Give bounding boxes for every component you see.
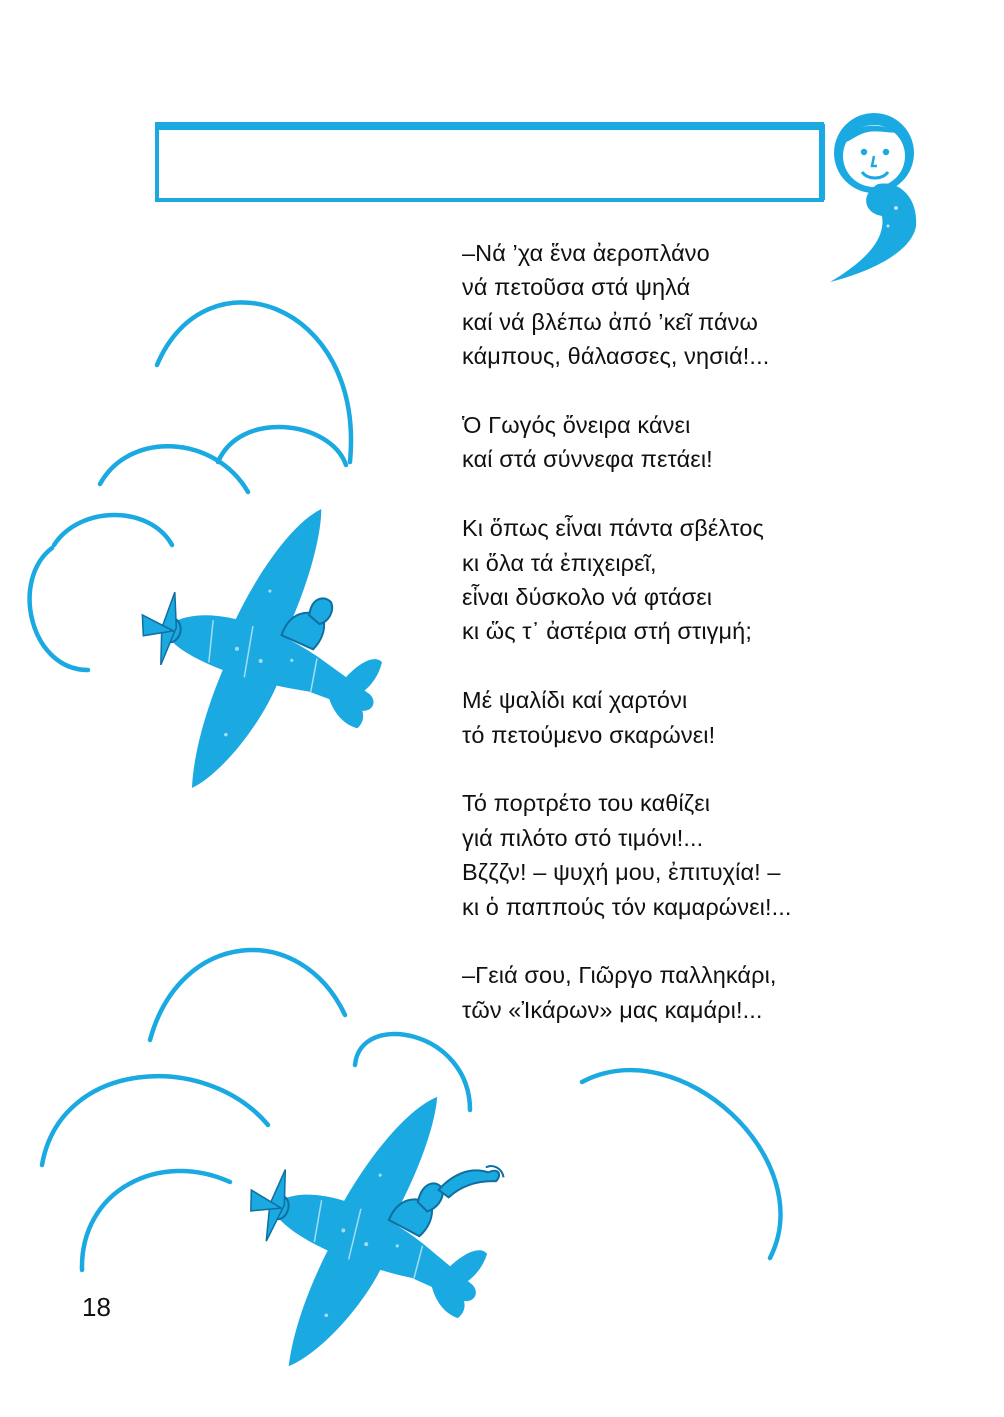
stanza xyxy=(462,511,902,649)
stanza xyxy=(462,683,902,752)
poem-line: Βζζζν! – ψυχή μου, ἐπιτυχία! – xyxy=(462,859,781,886)
poem-line: κάμπους, θάλασσες, νησιά!... xyxy=(462,343,770,370)
stanza xyxy=(462,786,902,924)
poem-line: κι ὁ παππούς τόν καμαρώνει!... xyxy=(462,893,792,920)
poem-line: κι ὅλα τά ἐπιχειρεῖ, xyxy=(462,549,657,576)
poem-text xyxy=(462,236,902,1027)
poem-line: Ὁ Γωγός ὄνειρα κάνει xyxy=(462,412,691,439)
poem-line: νά πετοῦσα στά ψηλά xyxy=(462,274,691,301)
poem-line: –Νά ’χα ἕνα ἀεροπλάνο xyxy=(462,240,710,266)
stanza xyxy=(462,236,902,374)
poem-line: τό πετούμενο σκαρώνει! xyxy=(462,721,716,748)
airplane-bottom xyxy=(203,1051,530,1414)
poem-line: Τό πορτρέτο του καθίζει xyxy=(462,790,711,817)
poem-line: τῶν «Ἰκάρων» μας καμάρι!... xyxy=(462,996,763,1023)
poem-line: –Γειά σου, Γιῶργο παλληκάρι, xyxy=(462,962,777,989)
title-box xyxy=(157,124,822,200)
poem-line: εἶναι δύσκολο νά φτάσει xyxy=(462,584,713,611)
stanza xyxy=(462,958,902,1027)
poem-line: Μέ ψαλίδι καί χαρτόνι xyxy=(462,687,688,714)
poem-line: γιά πιλότο στό τιμόνι!... xyxy=(462,824,704,851)
page-number: 18 xyxy=(82,1292,111,1322)
poem-line: καί στά σύννεφα πετάει! xyxy=(462,446,713,473)
poem-line: Κι ὅπως εἶναι πάντα σβέλτος xyxy=(462,515,764,542)
poem-line: καί νά βλέπω ἀπό ’κεῖ πάνω xyxy=(462,308,758,335)
poem-line: κι ὥς τ᾿ ἀστέρια στή στιγμή; xyxy=(462,618,752,645)
stanza xyxy=(462,408,902,477)
